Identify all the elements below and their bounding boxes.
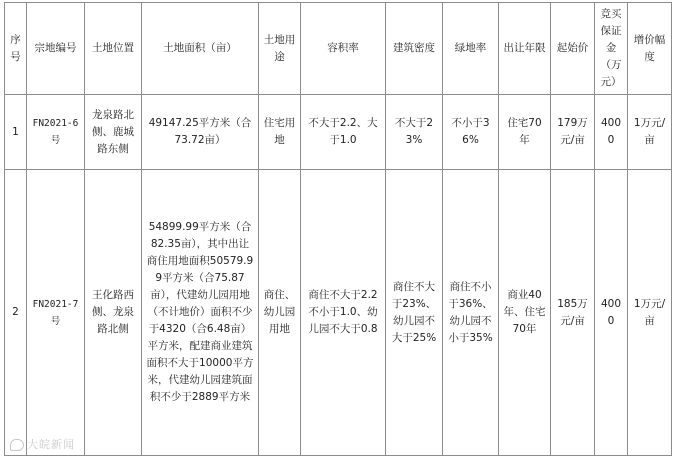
cell-code: FN2021-6号	[27, 95, 85, 170]
cell-area: 54899.99平方米（合82.35亩），其中出让商住用地面积50579.99平方米（合75.87亩），代建幼儿园用地（不计地价）面积不少于4320（合6.48亩）平方米，配建商业建筑面积不大于10000平方米，代建幼儿园建筑面积不少于2889平方米	[142, 170, 259, 456]
cell-term: 住宅70年	[499, 95, 551, 170]
cell-code: FN2021-7号	[27, 170, 85, 456]
cell-increment: 1万元/亩	[628, 170, 672, 456]
header-green: 绿地率	[443, 3, 499, 95]
watermark	[10, 436, 75, 452]
cell-use: 商住、幼儿园用地	[259, 170, 301, 456]
table-row	[5, 95, 672, 170]
header-start-price: 起始价	[551, 3, 595, 95]
header-use: 土地用途	[259, 3, 301, 95]
cell-deposit: 4000	[595, 170, 628, 456]
header-density: 建筑密度	[386, 3, 443, 95]
header-deposit: 竞买保证金（万元）	[595, 3, 628, 95]
cell-deposit: 4000	[595, 95, 628, 170]
cell-green: 商住不小于36%、幼儿园不小于35%	[443, 170, 499, 456]
cell-increment: 1万元/亩	[628, 95, 672, 170]
cell-location: 王化路西侧、龙泉路北侧	[85, 170, 142, 456]
table-row	[5, 170, 672, 456]
land-auction-table	[4, 2, 672, 456]
cell-seq: 1	[5, 95, 27, 170]
cell-area: 49147.25平方米（合73.72亩）	[142, 95, 259, 170]
header-code: 宗地编号	[27, 3, 85, 95]
cell-use: 住宅用地	[259, 95, 301, 170]
speech-bubble-icon	[10, 439, 24, 451]
header-seq: 序号	[5, 3, 27, 95]
cell-start-price: 185万元/亩	[551, 170, 595, 456]
cell-term: 商业40年、住宅70年	[499, 170, 551, 456]
cell-density: 商住不大于23%、幼儿园不大于25%	[386, 170, 443, 456]
header-area: 土地面积（亩）	[142, 3, 259, 95]
cell-density: 不大于23%	[386, 95, 443, 170]
cell-far: 商住不大于2.2不小于1.0、幼儿园不大于0.8	[301, 170, 386, 456]
cell-seq: 2	[5, 170, 27, 456]
header-increment: 增价幅度	[628, 3, 672, 95]
cell-green: 不小于36%	[443, 95, 499, 170]
cell-start-price: 179万元/亩	[551, 95, 595, 170]
header-term: 出让年限	[499, 3, 551, 95]
header-location: 土地位置	[85, 3, 142, 95]
table-header-row	[5, 3, 672, 95]
header-far: 容积率	[301, 3, 386, 95]
watermark-text: 大皖新闻	[27, 438, 75, 451]
cell-location: 龙泉路北侧、鹿城路东侧	[85, 95, 142, 170]
cell-far: 不大于2.2、大于1.0	[301, 95, 386, 170]
